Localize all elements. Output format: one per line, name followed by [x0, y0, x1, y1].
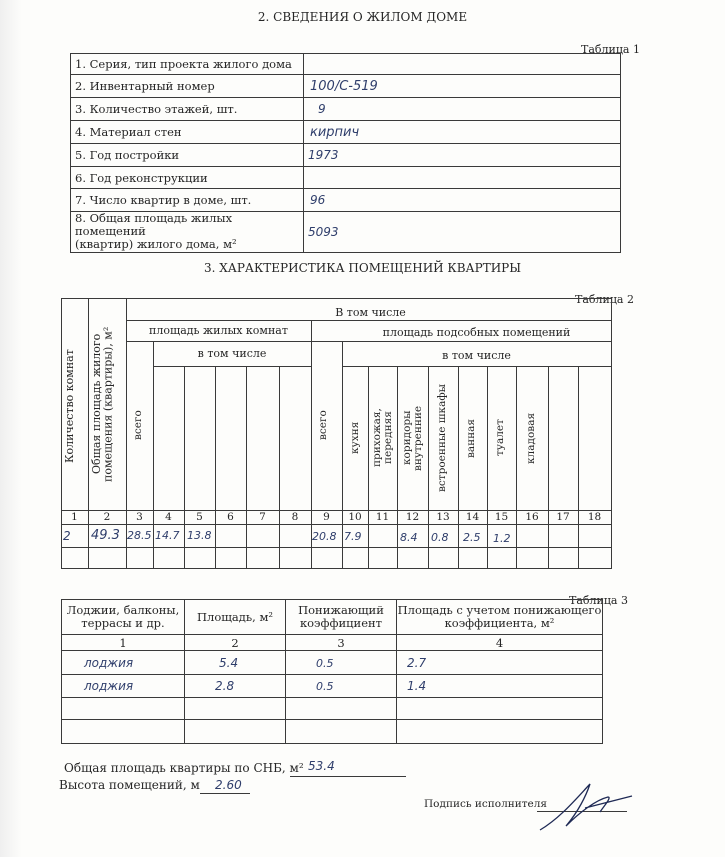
column-number: 3: [337, 635, 345, 650]
header-bathroom: ванная: [465, 418, 477, 458]
cell-kitchen: 7.9: [344, 530, 362, 543]
header-hallway-line-2: передняя: [382, 411, 395, 465]
column-number: 12: [405, 511, 420, 523]
header-coefficient-line-1: Понижающий: [298, 602, 384, 617]
row-label: 2. Инвентарный номер: [75, 79, 215, 93]
cell-reduced-area: 2.7: [407, 655, 427, 670]
row-value: 96: [310, 193, 326, 207]
header-corridors-line-1: коридоры: [401, 410, 413, 466]
column-number: 2: [103, 511, 111, 523]
cell-coefficient: 0.5: [316, 680, 334, 693]
cell-reduced-area: 1.4: [407, 679, 427, 693]
column-number: 13: [436, 511, 450, 523]
row-label: 6. Год реконструкции: [75, 170, 208, 185]
header-area: Площадь, м²: [196, 610, 273, 624]
cell-rooms-count: 2: [63, 529, 71, 543]
column-number: 7: [259, 511, 266, 523]
header-corridors-line-2: внутренние: [412, 405, 425, 471]
table-row: [62, 651, 603, 675]
column-number: 16: [525, 511, 539, 523]
column-number: 1: [119, 635, 127, 650]
row-value: 1973: [308, 148, 339, 162]
cell-area: 5.4: [219, 655, 239, 670]
row-label: 7. Число квартир в доме, шт.: [75, 193, 252, 207]
total-area-underline: [290, 776, 406, 777]
header-reduced-area-line-2: коэффициента, м²: [444, 616, 555, 630]
header-total-area-line-1: Общая площадь жилого: [90, 333, 103, 475]
column-number: 8: [291, 511, 299, 523]
column-number: 4: [495, 635, 504, 650]
cell-coefficient: 0.5: [316, 656, 334, 670]
total-area-value: 53.4: [308, 759, 335, 773]
cell-total-area: 49.3: [91, 528, 120, 543]
header-kitchen: кухня: [349, 421, 361, 455]
row-label-line-1: 8. Общая площадь жилых помещений: [75, 211, 233, 239]
section-3-title: 3. ХАРАКТЕРИСТИКА ПОМЕЩЕНИЙ КВАРТИРЫ: [203, 261, 522, 275]
row-value: 9: [318, 102, 326, 116]
table-1-label: Таблица 1: [581, 43, 640, 56]
header-storage: кладовая: [525, 412, 537, 464]
cell-type: лоджия: [84, 655, 134, 670]
header-hallway: [372, 370, 394, 506]
header-including: В том числе: [335, 306, 406, 319]
table-row: [62, 720, 603, 744]
column-number: 4: [165, 511, 172, 523]
header-toilet: туалет: [494, 419, 506, 457]
header-living-area: площадь жилых комнат: [149, 324, 288, 337]
row-label: 4. Материал стен: [75, 125, 182, 139]
header-loggias-line-1: Лоджии, балконы,: [66, 602, 180, 617]
table-3-header-row: [62, 600, 603, 635]
header-living-total: всего: [132, 410, 144, 440]
column-number: 15: [494, 511, 509, 523]
row-label-line-2: (квартир) жилого дома, м²: [75, 237, 237, 252]
column-number: 3: [136, 511, 143, 523]
table-3: [61, 599, 603, 744]
row-value: 5093: [308, 224, 339, 239]
cell-toilet: 1.2: [493, 532, 511, 545]
column-number: 2: [231, 635, 239, 650]
header-corridors: [402, 370, 424, 506]
cell-corridors: 8.4: [400, 531, 418, 544]
header-reduced-area-line-1: Площадь с учетом понижающего: [397, 602, 602, 617]
height-label: Высота помещений, м: [59, 778, 200, 792]
table-row: [62, 698, 603, 720]
table-row: [62, 675, 603, 698]
section-2-title: 2. СВЕДЕНИЯ О ЖИЛОМ ДОМЕ: [257, 10, 468, 24]
header-total-area: [91, 304, 114, 504]
column-number: 18: [587, 511, 602, 523]
row-label: 3. Количество этажей, шт.: [75, 102, 238, 116]
header-aux-area: площадь подсобных помещений: [382, 326, 571, 339]
header-hallway-line-1: прихожая,: [371, 408, 383, 468]
column-number: 9: [323, 511, 330, 523]
header-closets: встроенные шкафы: [436, 384, 448, 492]
column-number: 5: [196, 511, 203, 523]
cell-room-2: 13.8: [187, 529, 212, 542]
column-number: 10: [348, 511, 362, 523]
height-underline: [200, 793, 250, 794]
signature-line: [537, 811, 627, 812]
height-value: 2.60: [215, 778, 242, 792]
cell-area: 2.8: [215, 679, 235, 693]
total-area-label: Общая площадь квартиры по СНБ, м²: [64, 761, 304, 775]
table-3-label: Таблица 3: [569, 594, 628, 607]
column-number: 1: [71, 511, 78, 523]
row-label: 5. Год постройки: [75, 148, 180, 162]
cell-aux-total: 20.8: [312, 530, 337, 543]
column-number: 11: [375, 511, 390, 523]
column-number: 14: [465, 511, 480, 523]
row-value: кирпич: [310, 124, 360, 140]
cell-bathroom: 2.5: [463, 531, 481, 544]
cell-room-1: 14.7: [155, 529, 180, 542]
table-3-number-row: [62, 635, 603, 651]
column-number: 6: [227, 511, 234, 523]
table-2-label: Таблица 2: [575, 293, 634, 306]
header-coefficient-line-2: коэффициент: [299, 616, 383, 630]
header-total-area-line-2: помещения (квартиры), м²: [101, 326, 115, 482]
cell-living-total: 28.5: [127, 529, 152, 542]
header-aux-total: всего: [317, 410, 329, 440]
header-aux-including: в том числе: [442, 349, 511, 362]
row-label: 1. Серия, тип проекта жилого дома: [75, 57, 292, 71]
cell-closets: 0.8: [431, 531, 449, 544]
cell-type: лоджия: [84, 679, 134, 693]
row-value: 100/С-519: [310, 78, 378, 94]
header-loggias-line-2: террасы и др.: [81, 616, 165, 630]
signature-label: Подпись исполнителя: [424, 798, 548, 810]
header-living-including: в том числе: [197, 347, 267, 360]
column-number: 17: [556, 511, 570, 523]
header-rooms-count: Количество комнат: [63, 349, 76, 463]
